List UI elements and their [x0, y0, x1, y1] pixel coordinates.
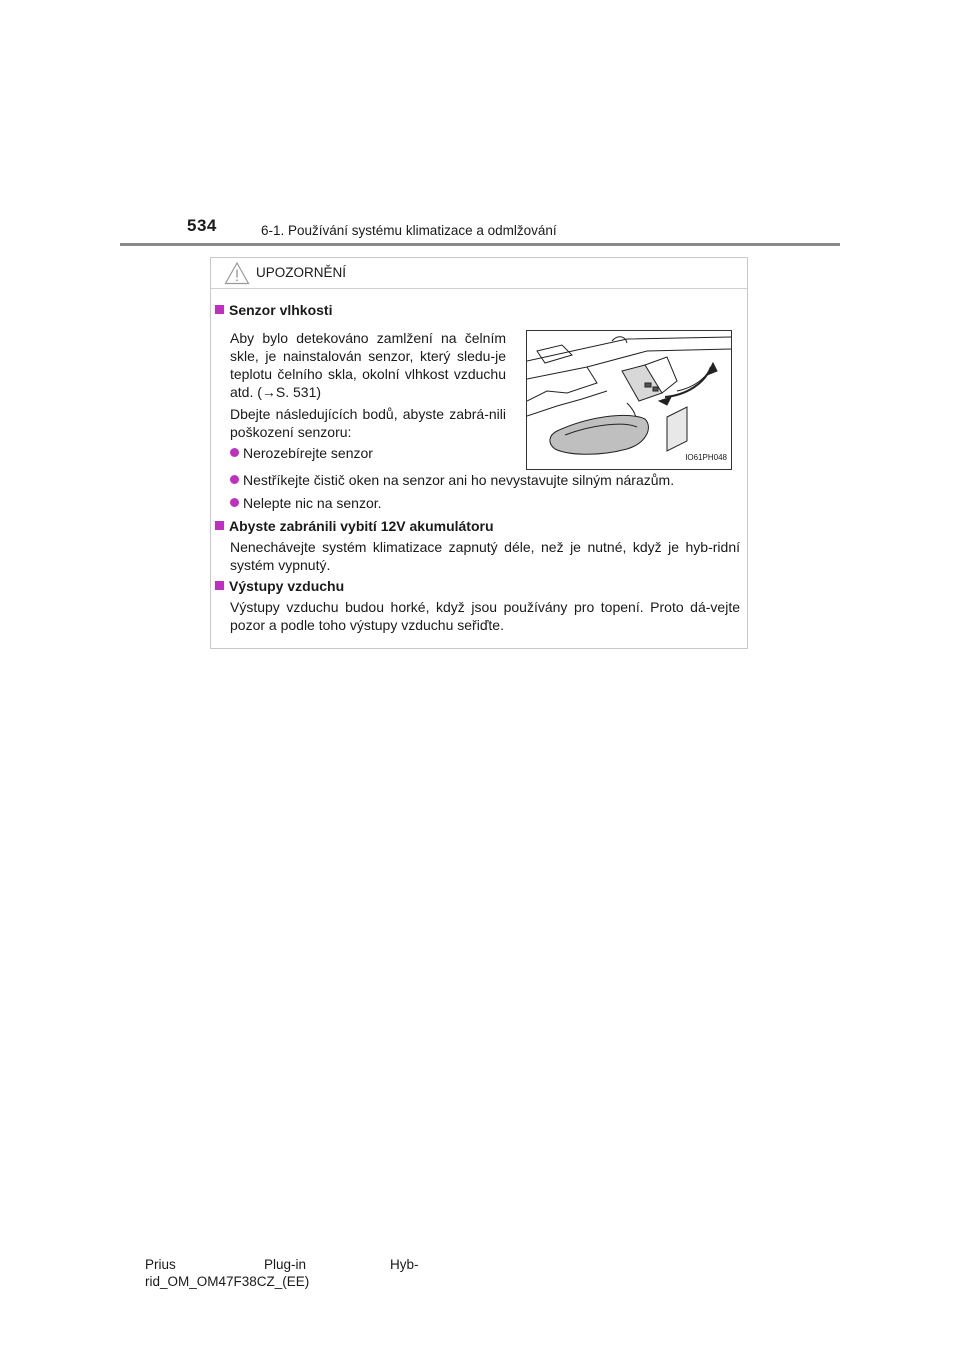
paragraph-air-outlets: Výstupy vzduchu budou horké, když jsou používány pro topení. Proto dá-vejte pozor a podle toho výstupy vzduchu seřiďte. [230, 599, 740, 633]
section-heading-air-outlets: Výstupy vzduchu [215, 577, 344, 595]
paragraph-sensor-purpose: Aby bylo detekováno zamlžení na čelním skle, je nainstalován senzor, který sledu-je teplotu čelního skla, okolní vlhkost vzduchu atd. (→S. 531) [230, 330, 506, 400]
section-heading-battery: Abyste zabránili vybití 12V akumulátoru [215, 517, 494, 535]
section-heading-humidity-sensor: Senzor vlhkosti [215, 301, 332, 319]
page-footer [145, 1256, 425, 1290]
header-rule [120, 243, 840, 246]
round-bullet-icon [230, 448, 239, 457]
page-number: 534 [187, 216, 217, 235]
section-title: 6-1. Používání systému klimatizace a odmlžování [261, 223, 557, 238]
warning-triangle-icon [224, 261, 250, 285]
sensor-illustration [526, 330, 732, 470]
round-bullet-icon [230, 498, 239, 507]
paragraph-sensor-care: Dbejte následujících bodů, abyste zabrá-nili poškození senzoru: [230, 406, 506, 440]
warning-title: UPOZORNĚNÍ [256, 265, 347, 280]
figure-code: IO61PH048 [685, 453, 727, 462]
footer-hybrid: Hyb- [390, 1257, 419, 1272]
footer-line-1 [145, 1256, 425, 1273]
list-item: Nerozebírejte senzor [230, 444, 373, 462]
footer-model: Prius [145, 1257, 176, 1272]
footer-variant: Plug-in [264, 1257, 307, 1272]
square-bullet-icon [215, 581, 224, 590]
warning-box [210, 257, 748, 649]
list-item: Nelepte nic na senzor. [230, 494, 382, 512]
square-bullet-icon [215, 521, 224, 530]
round-bullet-icon [230, 475, 239, 484]
page-header [120, 214, 840, 246]
square-bullet-icon [215, 305, 224, 314]
warning-header [211, 258, 747, 289]
footer-line-2: rid_OM_OM47F38CZ_(EE) [145, 1274, 310, 1289]
list-item: Nestříkejte čistič oken na senzor ani ho nevystavujte silným nárazům. [230, 471, 674, 489]
paragraph-battery: Nenechávejte systém klimatizace zapnutý déle, než je nutné, když je hyb-ridní systém vypnutý. [230, 539, 740, 573]
